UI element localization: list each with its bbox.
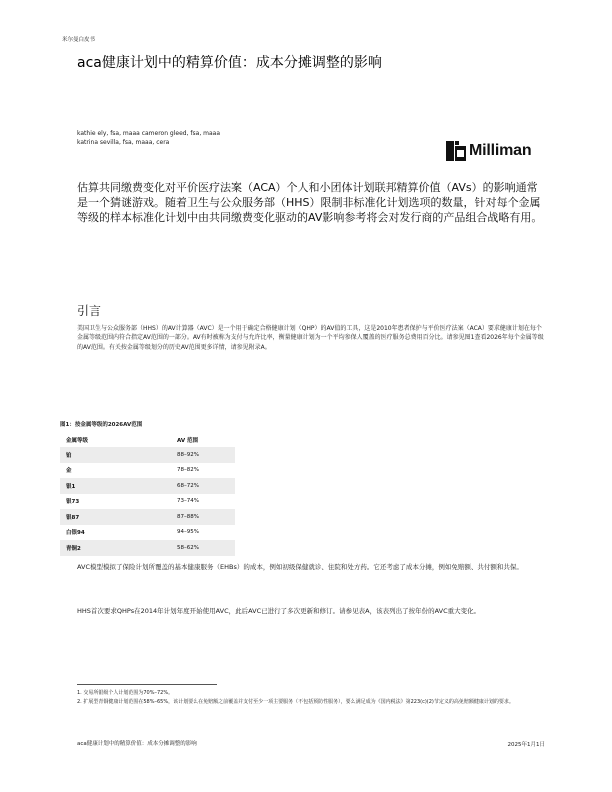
- header-label: 米尔曼白皮书: [62, 37, 96, 43]
- av-range: 94–95%: [171, 525, 235, 541]
- metal-level: 铂: [60, 447, 171, 463]
- logo-text: Milliman: [469, 142, 532, 159]
- table-row: [60, 509, 235, 525]
- av-range: 58–62%: [171, 540, 235, 556]
- footer-date: 2025年1月1日: [507, 742, 545, 748]
- av-range: 87–88%: [171, 509, 235, 525]
- metal-level: 青铜2: [60, 540, 171, 556]
- table-row: [60, 478, 235, 494]
- table-header-level: 金属等级: [60, 432, 171, 447]
- page-title: aca健康计划中的精算价值：成本分摊调整的影响: [77, 55, 382, 71]
- body-paragraph-hhs-history: HHS首次要求QHPs在2014年计划年度开始使用AVC，此后AVC已进行了多次更新和修订。请参见表A，该表列出了按年份的AVC重大变化。: [77, 607, 481, 615]
- footnote-2: 2. 扩展型青铜健康计划范围在58%–65%，该计划要么在免赔额之前覆盖并支付至少一项主要服务（不包括预防性服务），要么满足成为《国内税法》第223(c)(2)节定义的高免赔额健康计划的要求。: [77, 699, 514, 705]
- table-row: [60, 540, 235, 556]
- table-row: [60, 494, 235, 510]
- av-range: 68–72%: [171, 478, 235, 494]
- av-range: 73–74%: [171, 494, 235, 510]
- footer-title: aca健康计划中的精算价值：成本分摊调整的影响: [77, 741, 197, 747]
- milliman-logo: [446, 140, 546, 162]
- figure-caption: 图1：按金属等级的2026AV范围: [60, 422, 143, 428]
- av-range-table: [60, 432, 235, 556]
- table-header-row: [60, 432, 235, 447]
- table-row: [60, 447, 235, 463]
- metal-level: 银1: [60, 478, 171, 494]
- milliman-logo-mark-icon: [446, 141, 466, 161]
- lead-paragraph: 估算共同缴费变化对平价医疗法案（ACA）个人和小团体计划联邦精算价值（AVs）的影响通常是一个猜谜游戏。随着卫生与公众服务部（HHS）限制非标准化计划选项的数量，针对每个金属等级的样本标准化计划中由共同缴费变化驱动的AV影响参考将会对发行商的产品组合战略有用。: [77, 181, 543, 224]
- table-row: [60, 525, 235, 541]
- av-range: 78–82%: [171, 463, 235, 479]
- table-row: [60, 463, 235, 479]
- section-heading-intro: 引言: [77, 304, 102, 318]
- table-header-range: AV 范围: [171, 432, 235, 447]
- intro-paragraph: 美国卫生与公众服务部（HHS）的AV计算器（AVC）是一个用于确定合格健康计划（QHP）的AV值的工具，这是2010年患者保护与平价医疗法案（ACA）要求健康计划在每个金属等级范围内符合指定AV范围的一部分。AV有时被称为支付与允许比率，衡量健康计划为一个平均参保人覆盖的医疗服务总费用百分比。请参见图1查看2026年每个金属等级的AV范围。有关按金属等级划分的历史AV范围更多详情，请参见附录A。: [77, 325, 544, 351]
- footnote-divider: [77, 684, 217, 685]
- metal-level: 白银94: [60, 525, 171, 541]
- body-paragraph-avc-model: AVC模型模拟了保险计划所覆盖的基本健康服务（EHBs）的成本，例如初级保健就诊、住院和处方药。它还考虑了成本分摊，例如免赔额、共付额和共保。: [77, 563, 523, 571]
- metal-level: 银73: [60, 494, 171, 510]
- footnote-1: 1. 交易所银级个人计划范围为70%–72%。: [77, 690, 174, 696]
- metal-level: 金: [60, 463, 171, 479]
- metal-level: 银87: [60, 509, 171, 525]
- av-range: 88–92%: [171, 447, 235, 463]
- authors: kathie ely, fsa, maaa cameron gleed, fsa, maaa katrina sevilla, fsa, maaa, cera: [77, 130, 221, 146]
